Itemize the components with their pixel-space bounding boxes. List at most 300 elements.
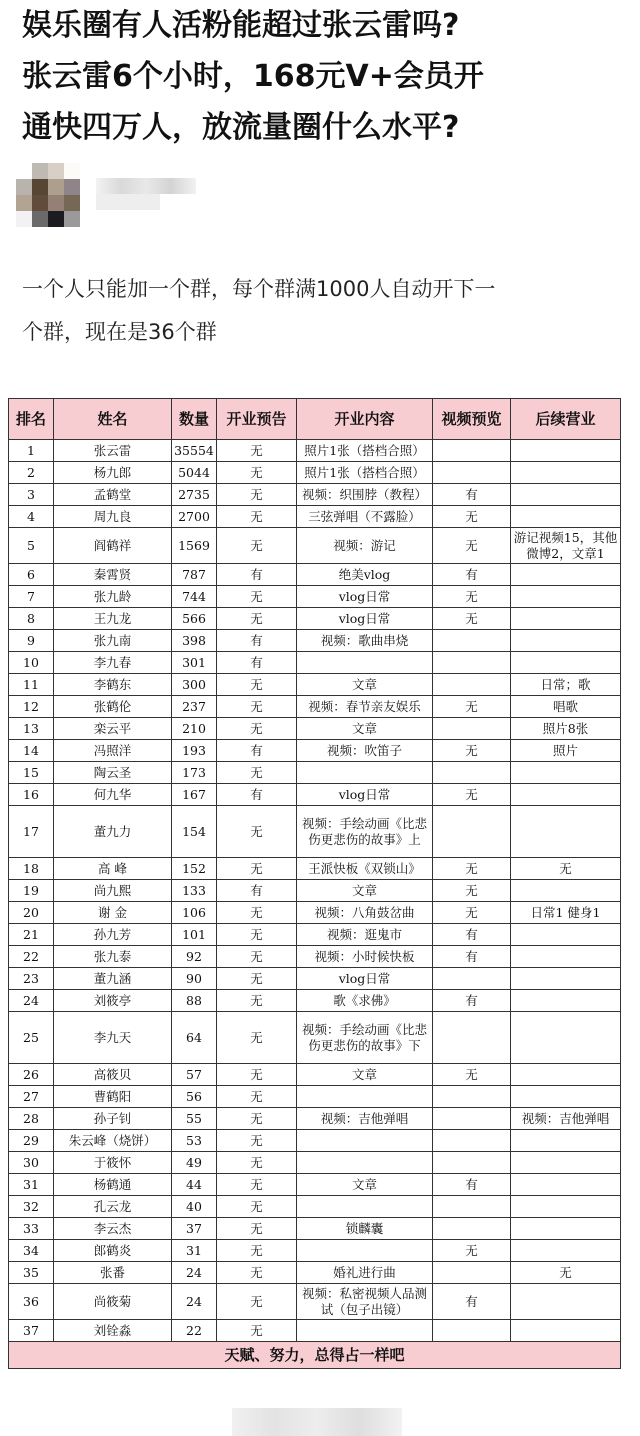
cell-content: 视频：吹笛子 [297,740,433,762]
table-body [9,440,621,1342]
cell-video-preview: 无 [433,1240,511,1262]
cell-rank: 15 [9,762,54,784]
cell-count: 24 [172,1262,217,1284]
cell-follow-up [511,506,621,528]
cell-follow-up [511,784,621,806]
cell-content: 视频：春节亲友娱乐 [297,696,433,718]
cell-count: 90 [172,968,217,990]
cell-video-preview [433,762,511,784]
cell-name: 张九泰 [54,946,172,968]
cell-preview-notice: 无 [217,674,297,696]
cell-preview-notice: 无 [217,1012,297,1064]
cell-follow-up [511,1152,621,1174]
cell-rank: 11 [9,674,54,696]
table-row [9,484,621,506]
cell-preview-notice: 无 [217,1130,297,1152]
cell-content [297,1196,433,1218]
cell-follow-up [511,990,621,1012]
cell-follow-up [511,1320,621,1342]
header-name: 姓名 [54,399,172,440]
cell-name: 张九南 [54,630,172,652]
cell-follow-up [511,880,621,902]
cell-video-preview [433,968,511,990]
cell-count: 57 [172,1064,217,1086]
cell-name: 秦霄贤 [54,564,172,586]
cell-preview-notice: 无 [217,1108,297,1130]
cell-count: 167 [172,784,217,806]
cell-count: 566 [172,608,217,630]
cell-preview-notice: 无 [217,528,297,564]
cell-name: 刘铨淼 [54,1320,172,1342]
cell-preview-notice: 有 [217,630,297,652]
cell-rank: 17 [9,806,54,858]
cell-content: 锁麟囊 [297,1218,433,1240]
cell-count: 787 [172,564,217,586]
cell-content [297,1152,433,1174]
avatar[interactable] [16,163,80,225]
cell-video-preview [433,652,511,674]
cell-count: 2700 [172,506,217,528]
table-row [9,946,621,968]
table-row [9,608,621,630]
cell-name: 高筱贝 [54,1064,172,1086]
table-row [9,462,621,484]
cell-preview-notice: 无 [217,762,297,784]
cell-content: 文章 [297,1064,433,1086]
cell-rank: 21 [9,924,54,946]
cell-content: vlog日常 [297,608,433,630]
cell-follow-up [511,462,621,484]
cell-video-preview [433,1218,511,1240]
cell-rank: 7 [9,586,54,608]
cell-count: 40 [172,1196,217,1218]
table-row [9,1320,621,1342]
cell-count: 55 [172,1108,217,1130]
cell-video-preview: 有 [433,564,511,586]
cell-count: 301 [172,652,217,674]
cell-name: 王九龙 [54,608,172,630]
cell-content [297,1320,433,1342]
cell-count: 44 [172,1174,217,1196]
cell-content: 视频：八角鼓岔曲 [297,902,433,924]
cell-video-preview [433,630,511,652]
table-row [9,858,621,880]
cell-count: 1569 [172,528,217,564]
cell-follow-up: 游记视频15，其他微博2，文章1 [511,528,621,564]
cell-follow-up [511,608,621,630]
cell-preview-notice: 无 [217,902,297,924]
table-row [9,880,621,902]
cell-rank: 5 [9,528,54,564]
cell-preview-notice: 无 [217,1196,297,1218]
table-row [9,762,621,784]
cell-preview-notice: 无 [217,968,297,990]
cell-content: 照片1张（搭档合照） [297,440,433,462]
table-row [9,564,621,586]
cell-rank: 27 [9,1086,54,1108]
cell-preview-notice: 无 [217,1262,297,1284]
cell-count: 35554 [172,440,217,462]
cell-count: 31 [172,1240,217,1262]
post-title [22,0,632,153]
cell-video-preview: 无 [433,528,511,564]
cell-preview-notice: 无 [217,990,297,1012]
cell-content: 视频：织围脖（教程） [297,484,433,506]
cell-count: 744 [172,586,217,608]
cell-preview-notice: 无 [217,806,297,858]
cell-follow-up [511,652,621,674]
cell-count: 154 [172,806,217,858]
cell-video-preview: 无 [433,586,511,608]
cell-preview-notice: 无 [217,946,297,968]
cell-count: 210 [172,718,217,740]
header-video-preview: 视频预览 [433,399,511,440]
header-count: 数量 [172,399,217,440]
table-row [9,990,621,1012]
cell-content: 视频：小时候快板 [297,946,433,968]
cell-content: 歌《求佛》 [297,990,433,1012]
cell-preview-notice: 无 [217,484,297,506]
cell-preview-notice: 无 [217,1152,297,1174]
cell-video-preview: 无 [433,784,511,806]
cell-rank: 35 [9,1262,54,1284]
cell-count: 37 [172,1218,217,1240]
cell-content: 绝美vlog [297,564,433,586]
cell-rank: 3 [9,484,54,506]
cell-follow-up [511,440,621,462]
cell-rank: 25 [9,1012,54,1064]
blurred-watermark [232,1408,402,1436]
cell-video-preview: 无 [433,880,511,902]
body-line: 个群，现在是36个群 [22,320,217,344]
cell-preview-notice: 无 [217,858,297,880]
cell-name: 尚筱菊 [54,1284,172,1320]
cell-rank: 12 [9,696,54,718]
table-row [9,674,621,696]
cell-content [297,1240,433,1262]
cell-name: 李云杰 [54,1218,172,1240]
cell-rank: 20 [9,902,54,924]
cell-count: 49 [172,1152,217,1174]
cell-video-preview: 有 [433,946,511,968]
cell-count: 398 [172,630,217,652]
cell-video-preview [433,806,511,858]
cell-content: 王派快板《双锁山》 [297,858,433,880]
title-line: 通快四万人，放流量圈什么水平? [22,110,460,145]
table-row [9,652,621,674]
cell-follow-up [511,924,621,946]
cell-video-preview: 无 [433,506,511,528]
cell-follow-up [511,484,621,506]
cell-preview-notice: 无 [217,924,297,946]
cell-video-preview: 无 [433,608,511,630]
cell-follow-up [511,1174,621,1196]
cell-follow-up [511,586,621,608]
cell-rank: 37 [9,1320,54,1342]
cell-rank: 23 [9,968,54,990]
header-rank: 排名 [9,399,54,440]
cell-count: 24 [172,1284,217,1320]
cell-preview-notice: 无 [217,1320,297,1342]
cell-video-preview [433,462,511,484]
header-content: 开业内容 [297,399,433,440]
cell-name: 张云雷 [54,440,172,462]
cell-preview-notice: 无 [217,696,297,718]
cell-name: 朱云峰（烧饼） [54,1130,172,1152]
cell-follow-up [511,1284,621,1320]
cell-content: 视频：手绘动画《比悲伤更悲伤的故事》上 [297,806,433,858]
cell-follow-up: 日常1 健身1 [511,902,621,924]
cell-count: 56 [172,1086,217,1108]
cell-rank: 33 [9,1218,54,1240]
cell-content: 婚礼进行曲 [297,1262,433,1284]
table-row [9,902,621,924]
cell-content: vlog日常 [297,968,433,990]
cell-rank: 9 [9,630,54,652]
table-row [9,1240,621,1262]
cell-rank: 24 [9,990,54,1012]
cell-name: 张九龄 [54,586,172,608]
cell-name: 刘筱亭 [54,990,172,1012]
cell-rank: 8 [9,608,54,630]
cell-rank: 10 [9,652,54,674]
cell-video-preview [433,1086,511,1108]
cell-video-preview: 有 [433,990,511,1012]
cell-name: 张番 [54,1262,172,1284]
cell-video-preview: 有 [433,924,511,946]
cell-count: 300 [172,674,217,696]
cell-count: 5044 [172,462,217,484]
table-header-row [9,399,621,440]
cell-content [297,762,433,784]
cell-rank: 6 [9,564,54,586]
cell-preview-notice: 无 [217,1218,297,1240]
cell-video-preview [433,718,511,740]
cell-follow-up [511,1240,621,1262]
cell-count: 92 [172,946,217,968]
table-row [9,1174,621,1196]
cell-preview-notice: 有 [217,880,297,902]
cell-preview-notice: 无 [217,1240,297,1262]
cell-video-preview [433,1108,511,1130]
cell-follow-up [511,630,621,652]
cell-rank: 29 [9,1130,54,1152]
cell-name: 张鹤伦 [54,696,172,718]
cell-video-preview: 无 [433,740,511,762]
table-row [9,806,621,858]
table-row [9,1262,621,1284]
cell-follow-up [511,1218,621,1240]
cell-count: 193 [172,740,217,762]
cell-content: 文章 [297,880,433,902]
cell-follow-up [511,946,621,968]
cell-name: 李九天 [54,1012,172,1064]
cell-video-preview: 无 [433,902,511,924]
cell-follow-up [511,1196,621,1218]
ranking-table [8,398,621,1369]
cell-name: 陶云圣 [54,762,172,784]
cell-preview-notice: 有 [217,784,297,806]
cell-follow-up: 无 [511,1262,621,1284]
cell-follow-up: 照片8张 [511,718,621,740]
cell-name: 李九春 [54,652,172,674]
cell-preview-notice: 有 [217,652,297,674]
cell-rank: 36 [9,1284,54,1320]
cell-follow-up: 无 [511,858,621,880]
cell-count: 237 [172,696,217,718]
title-line: 张云雷6个小时，168元V+会员开 [22,59,484,94]
cell-name: 高 峰 [54,858,172,880]
cell-rank: 26 [9,1064,54,1086]
cell-follow-up [511,806,621,858]
cell-content [297,1086,433,1108]
cell-preview-notice: 无 [217,462,297,484]
cell-preview-notice: 无 [217,718,297,740]
cell-video-preview: 有 [433,484,511,506]
cell-name: 孙九芳 [54,924,172,946]
cell-preview-notice: 无 [217,586,297,608]
blurred-username [96,178,196,194]
table-row [9,1012,621,1064]
cell-count: 101 [172,924,217,946]
cell-name: 于筱怀 [54,1152,172,1174]
cell-video-preview: 无 [433,858,511,880]
cell-content: 照片1张（搭档合照） [297,462,433,484]
cell-name: 孙子钊 [54,1108,172,1130]
cell-video-preview [433,1196,511,1218]
table-row [9,1218,621,1240]
cell-rank: 1 [9,440,54,462]
cell-preview-notice: 有 [217,740,297,762]
cell-content: 三弦弹唱（不露脸） [297,506,433,528]
table-row [9,924,621,946]
table-row [9,1064,621,1086]
cell-count: 173 [172,762,217,784]
cell-video-preview [433,1152,511,1174]
cell-name: 孟鹤堂 [54,484,172,506]
cell-follow-up [511,564,621,586]
cell-name: 杨九郎 [54,462,172,484]
table-footer-row [9,1342,621,1369]
cell-count: 106 [172,902,217,924]
cell-content: 视频：逛鬼市 [297,924,433,946]
cell-name: 栾云平 [54,718,172,740]
body-line: 一个人只能加一个群，每个群满1000人自动开下一 [22,277,496,301]
cell-name: 李鹤东 [54,674,172,696]
cell-video-preview [433,1130,511,1152]
cell-name: 董九涵 [54,968,172,990]
table-row [9,586,621,608]
table-row [9,630,621,652]
cell-follow-up: 唱歌 [511,696,621,718]
cell-rank: 22 [9,946,54,968]
cell-follow-up [511,1064,621,1086]
table-row [9,440,621,462]
table-row [9,1152,621,1174]
cell-rank: 13 [9,718,54,740]
cell-name: 尚九熙 [54,880,172,902]
cell-rank: 32 [9,1196,54,1218]
table-row [9,740,621,762]
cell-preview-notice: 无 [217,1086,297,1108]
cell-preview-notice: 无 [217,1174,297,1196]
cell-content: vlog日常 [297,586,433,608]
table-row [9,528,621,564]
cell-follow-up [511,1012,621,1064]
cell-rank: 19 [9,880,54,902]
cell-count: 22 [172,1320,217,1342]
header-preview-notice: 开业预告 [217,399,297,440]
cell-content: 视频：私密视频人品测试（包子出镜） [297,1284,433,1320]
table-row [9,718,621,740]
table-row [9,696,621,718]
cell-content [297,1130,433,1152]
cell-video-preview [433,440,511,462]
cell-content: 视频：游记 [297,528,433,564]
cell-rank: 2 [9,462,54,484]
table-row [9,784,621,806]
cell-rank: 4 [9,506,54,528]
cell-name: 郎鹤炎 [54,1240,172,1262]
cell-rank: 18 [9,858,54,880]
cell-content: 文章 [297,1174,433,1196]
cell-video-preview [433,1012,511,1064]
cell-rank: 28 [9,1108,54,1130]
cell-content [297,652,433,674]
cell-content: 视频：吉他弹唱 [297,1108,433,1130]
cell-count: 152 [172,858,217,880]
title-line: 娱乐圈有人活粉能超过张云雷吗? [22,8,460,43]
table-row [9,506,621,528]
cell-follow-up [511,1130,621,1152]
cell-rank: 14 [9,740,54,762]
table-footer: 天赋、努力，总得占一样吧 [9,1342,621,1369]
cell-count: 88 [172,990,217,1012]
cell-preview-notice: 无 [217,1284,297,1320]
cell-video-preview: 有 [433,1284,511,1320]
cell-count: 2735 [172,484,217,506]
cell-count: 53 [172,1130,217,1152]
cell-name: 董九力 [54,806,172,858]
cell-name: 阎鹤祥 [54,528,172,564]
cell-rank: 30 [9,1152,54,1174]
blurred-user-meta [96,194,160,210]
cell-rank: 34 [9,1240,54,1262]
header-follow-up: 后续营业 [511,399,621,440]
cell-name: 杨鹤通 [54,1174,172,1196]
table-row [9,1108,621,1130]
cell-follow-up [511,762,621,784]
cell-preview-notice: 无 [217,440,297,462]
cell-follow-up [511,968,621,990]
cell-content: 视频：歌曲串烧 [297,630,433,652]
post-body [22,268,622,354]
cell-content: 文章 [297,674,433,696]
cell-count: 64 [172,1012,217,1064]
cell-name: 曹鹤阳 [54,1086,172,1108]
table-row [9,1130,621,1152]
table-row [9,968,621,990]
cell-follow-up [511,1086,621,1108]
cell-name: 谢 金 [54,902,172,924]
cell-follow-up: 视频：吉他弹唱 [511,1108,621,1130]
cell-rank: 31 [9,1174,54,1196]
cell-name: 何九华 [54,784,172,806]
cell-name: 周九良 [54,506,172,528]
cell-count: 133 [172,880,217,902]
cell-video-preview: 无 [433,1064,511,1086]
cell-preview-notice: 无 [217,608,297,630]
